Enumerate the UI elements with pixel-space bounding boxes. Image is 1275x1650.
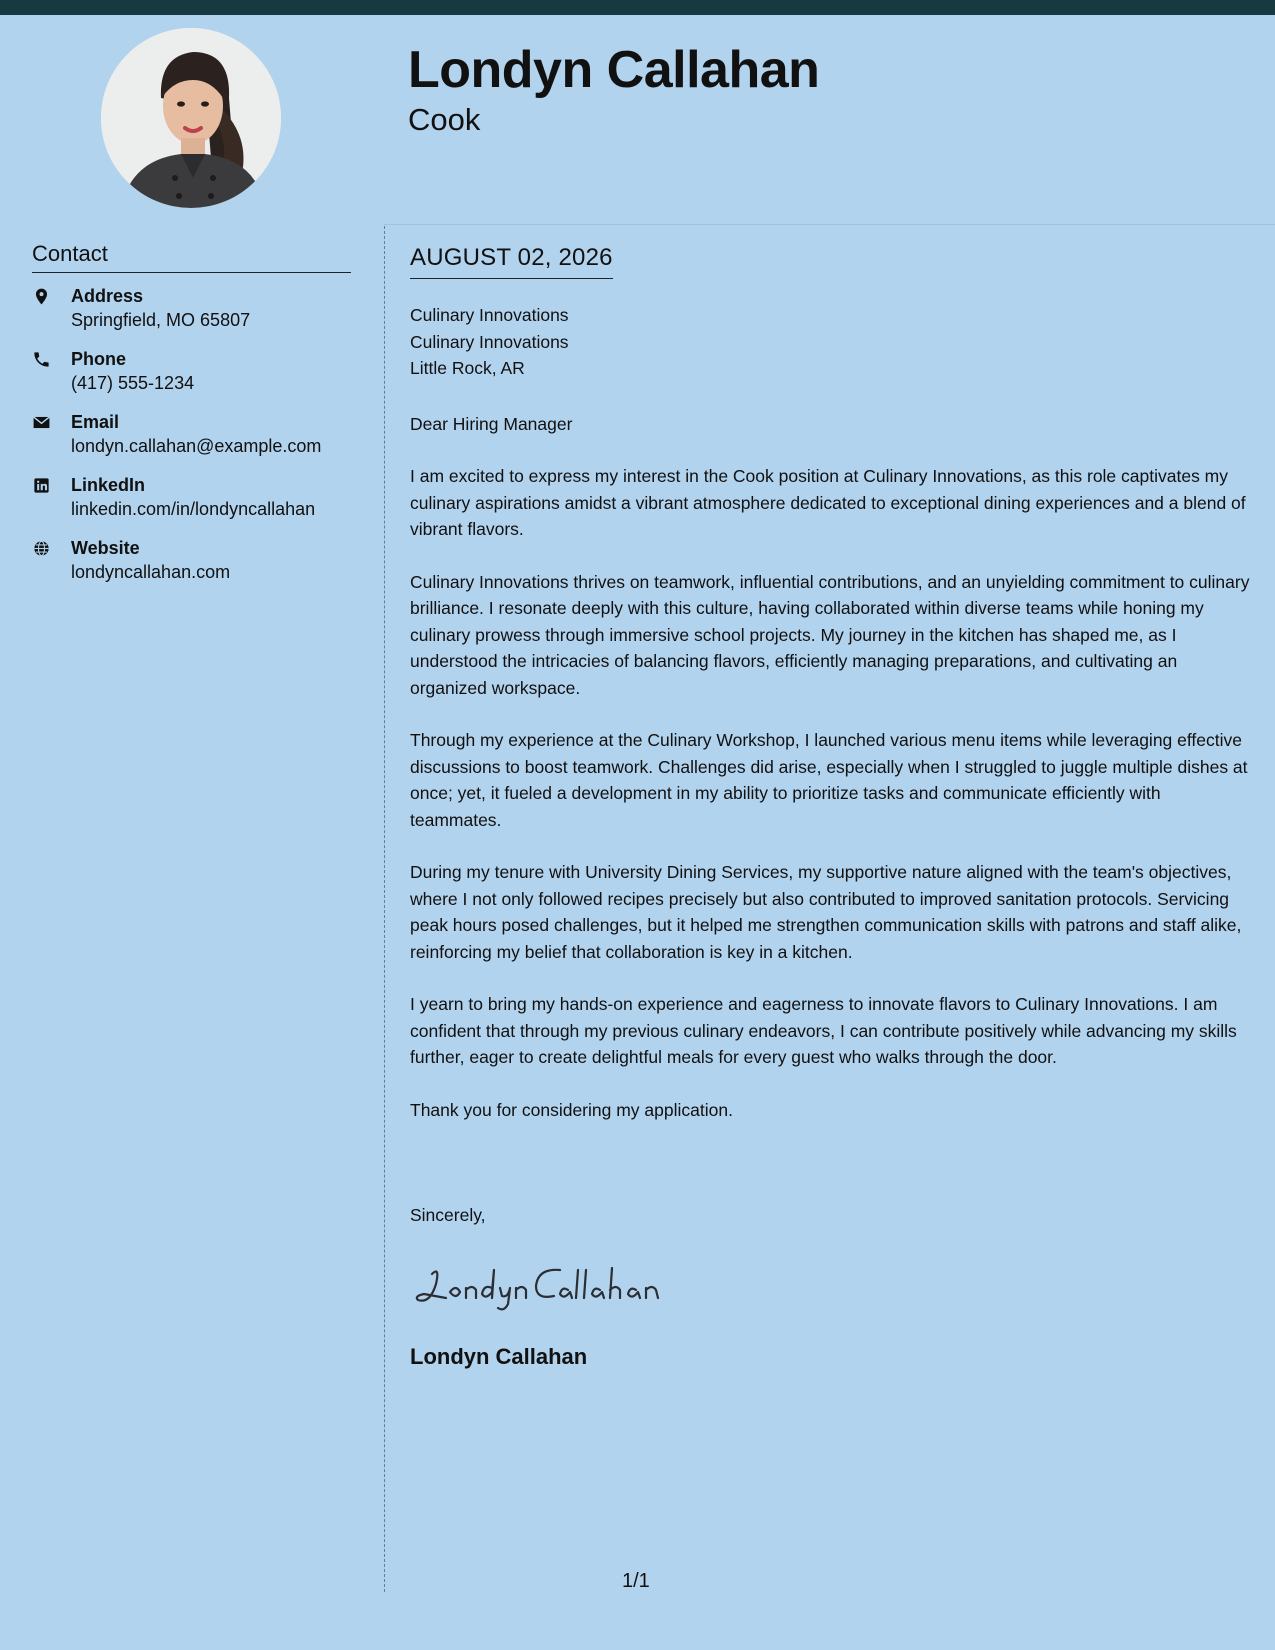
closing: Sincerely, [410,1205,486,1225]
linkedin-icon [32,473,71,495]
contact-website [32,536,362,599]
signed-name: Londyn Callahan [410,1344,588,1369]
contact-value: londyn.callahan@example.com [71,436,322,456]
contact-value: (417) 555-1234 [71,373,195,393]
phone-icon [32,347,71,369]
page-number: 1/1 [622,1570,650,1592]
body-paragraph: Through my experience at the Culinary Workshop, I launched various menu items while leveraging effective discussions to boost teamwork. Challenges did arise, especially when I struggled to juggle multiple dishes at once; yet, it fueled a development in my ability to prioritize tasks and communicate efficiently with teammates. [410,730,1248,830]
contact-value: londyncallahan.com [71,562,231,582]
candidate-name: Londyn Callahan [408,41,820,99]
top-accent-bar [0,0,1275,15]
contact-heading: Contact [32,241,351,273]
contact-value: linkedin.com/in/londyncallahan [71,499,316,519]
body-paragraph: During my tenure with University Dining Services, my supportive nature aligned with the team's objectives, where I not only followed recipes precisely but also contributed to improved sanitation protocols. Servicing peak hours posed challenges, but it helped me strengthen communication skills with patrons and staff alike, reinforcing my belief that collaboration is key in a kitchen. [410,862,1242,962]
contact-label: Website [71,538,140,558]
column-divider [384,226,385,1592]
contact-phone [32,347,362,410]
map-pin-icon [32,284,71,306]
profile-photo-illustration [101,28,281,208]
letter-date: AUGUST 02, 2026 [410,244,613,279]
greeting: Dear Hiring Manager [410,414,573,434]
contact-email [32,410,362,473]
body-paragraph: Thank you for considering my application. [410,1099,733,1120]
contact-address [32,284,362,347]
body-paragraph: I yearn to bring my hands-on experience and eagerness to innovate flavors to Culinary Innovations. I am confident that through my previous culinary endeavors, I can contribute positively while advancing my skills further, eager to create delightful meals for every guest who walks through the door. [410,994,1237,1067]
envelope-icon [32,410,71,432]
contact-label: Email [71,412,120,432]
letter-body [410,463,1255,1149]
handwritten-signature [410,1258,690,1318]
body-paragraph: Culinary Innovations thrives on teamwork, influential contributions, and an unyielding commitment to culinary brilliance. I resonate deeply with this culture, having collaborated within diverse teams while honing my culinary prowess through immersive school projects. My journey in the kitchen has shaped me, as I understood the intricacies of balancing flavors, efficiently managing preparations, and cultivating an organized workspace. [410,571,1250,698]
recipient-line: Culinary Innovations [410,331,569,352]
contact-label: Phone [71,349,127,369]
globe-icon [32,536,71,558]
contact-label: Address [71,286,144,306]
body-paragraph: I am excited to express my interest in the Cook position at Culinary Innovations, as this role captivates my culinary aspirations amidst a vibrant atmosphere dedicated to exceptional dining experiences and a blend of vibrant flavors. [410,466,1246,539]
contact-list [32,284,362,599]
contact-linkedin [32,473,362,536]
recipient-line: Culinary Innovations [410,305,569,325]
contact-value: Springfield, MO 65807 [71,310,251,330]
recipient-line: Little Rock, AR [410,358,525,378]
profile-photo [101,28,281,208]
contact-label: LinkedIn [71,475,146,495]
header-divider [384,224,1275,225]
signature-scribble [410,1258,690,1318]
candidate-title: Cook [408,102,481,137]
recipient-block [410,302,1255,382]
